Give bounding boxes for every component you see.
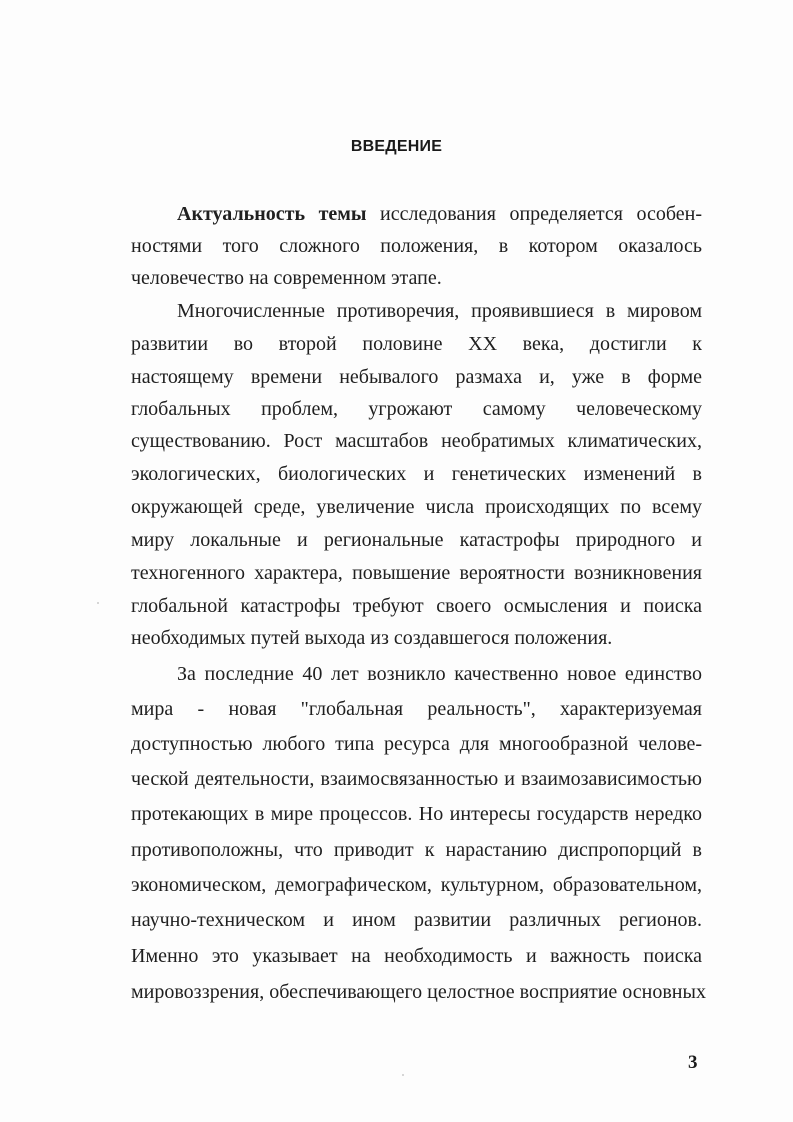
text-line: глобальных проблем, угрожают самому человеческому <box>131 398 702 420</box>
text-line: мира - новая "глобальная реальность", характеризуемая <box>131 698 702 720</box>
text-line: существованию. Рост масштабов необратимых климатических, <box>131 430 702 452</box>
text-line: экономическом, демографическом, культурном, образовательном, <box>131 874 702 896</box>
text-line: протекающих в мире процессов. Но интересы государств нередко <box>131 803 702 825</box>
text-line: Именно это указывает на необходимость и важность поиска <box>131 945 702 967</box>
text-line: настоящему времени небывалого размаха и, уже в форме <box>131 366 702 388</box>
text-line <box>177 202 702 236</box>
text-line: техногенного характера, повышение вероятности возникновения <box>131 562 702 584</box>
text-line: противоположны, что приводит к нарастанию диспропорций в <box>131 839 702 861</box>
text-line: доступностью любого типа ресурса для многообразной челове- <box>131 733 702 755</box>
text-line: Многочисленные противоречия, проявившиеся в мировом <box>177 300 702 322</box>
text-line: экологических, биологических и генетических изменений в <box>131 463 702 485</box>
scan-speck <box>97 602 99 604</box>
text-line: За последние 40 лет возникло качественно новое единство <box>177 663 702 685</box>
text-fragment: исследования определяется особен- <box>366 203 702 225</box>
text-line: научно-техническом и ином развитии различных регионов. <box>131 909 702 931</box>
text-line: мировоззрения, обеспечивающего целостное восприятие основных <box>131 981 706 1003</box>
page-number: 3 <box>688 1052 698 1073</box>
scan-speck <box>402 1074 404 1076</box>
text-line: ностями того сложного положения, в котором оказалось <box>131 235 702 257</box>
text-line: ческой деятельности, взаимосвязанностью и взаимозависимостью <box>131 768 702 790</box>
bold-term: Актуальность темы <box>177 203 367 225</box>
text-line: необходимых путей выхода из создавшегося положения. <box>131 627 613 649</box>
text-line: миру локальные и региональные катастрофы природного и <box>131 529 702 551</box>
text-line: глобальной катастрофы требуют своего осмысления и поиска <box>131 595 702 617</box>
text-line: развитии во второй половине XX века, достигли к <box>131 333 702 355</box>
section-heading: ВВЕДЕНИЕ <box>350 138 443 155</box>
text-line: человечество на современном этапе. <box>131 267 442 289</box>
text-line: окружающей среде, увеличение числа происходящих по всему <box>131 496 702 518</box>
